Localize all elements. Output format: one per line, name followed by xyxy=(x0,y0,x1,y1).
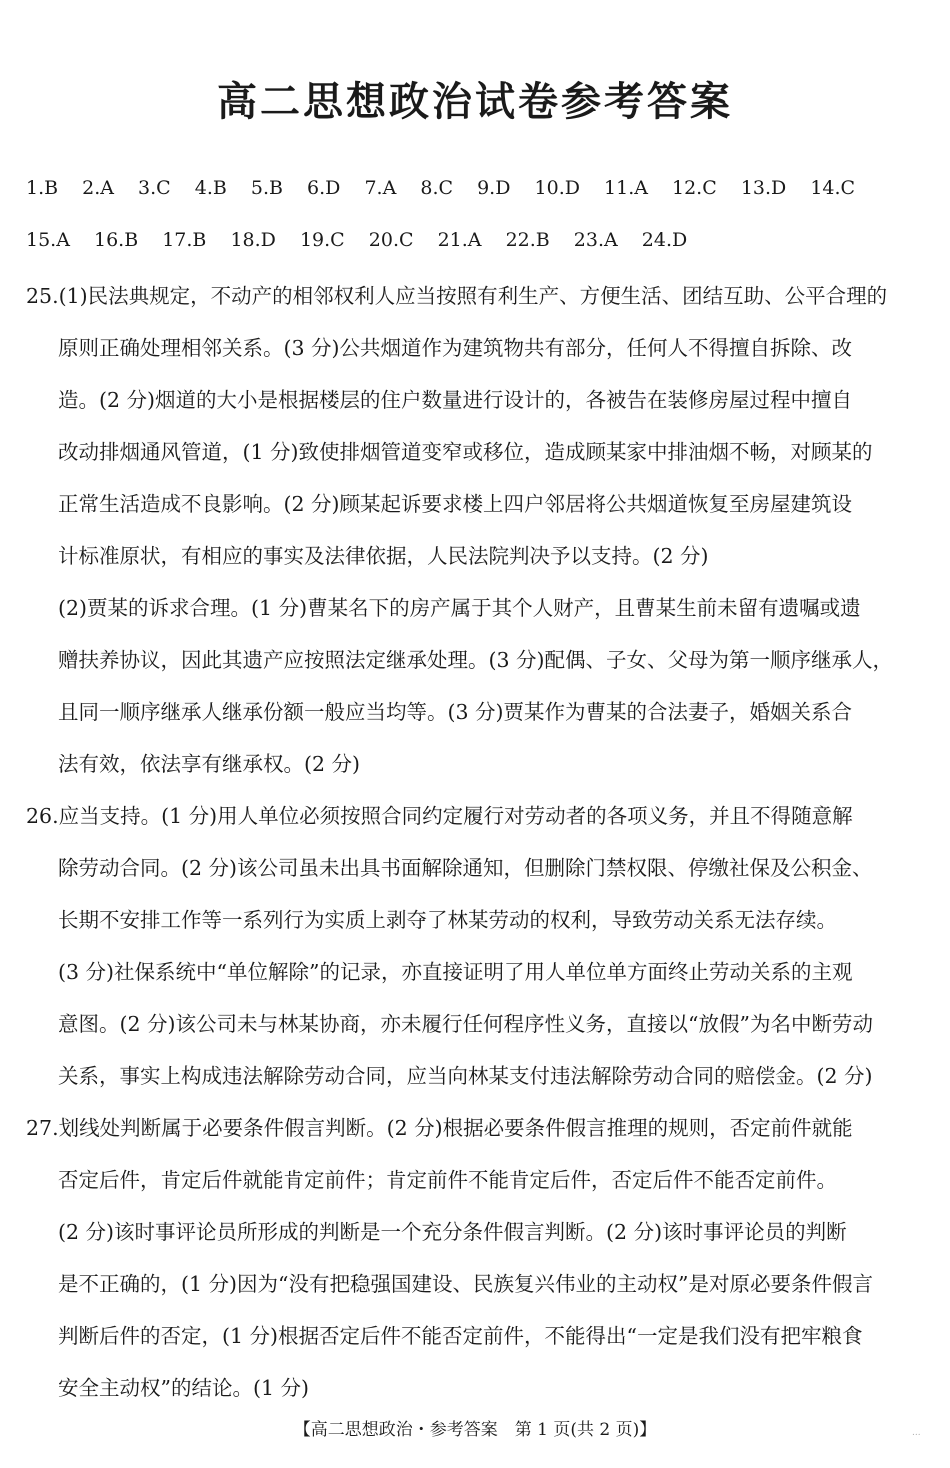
text-line: 改动排烟通风管道，(1 分)致使排烟管道变窄或移位，造成顾某家中排油烟不畅，对顾某的 xyxy=(58,440,873,464)
text-line: 除劳动合同。(2 分)该公司虽未出具书面解除通知，但删除门禁权限、停缴社保及公积金、 xyxy=(58,856,873,880)
answer-item: 13.D xyxy=(740,177,787,199)
answer-item: 7.A xyxy=(364,177,397,199)
answer-item: 15.A xyxy=(26,229,70,251)
answer-item: 8.C xyxy=(420,177,454,199)
answer-item: 16.B xyxy=(93,229,139,251)
answer-item: 3.C xyxy=(138,177,171,199)
answer-item: 6.D xyxy=(307,177,341,199)
text-line: (3 分)社保系统中“单位解除”的记录，亦直接证明了用人单位单方面终止劳动关系的主观 xyxy=(58,960,853,984)
text-line: 25.(1)民法典规定，不动产的相邻权利人应当按照有利生产、方便生活、团结互助、公平合理的 xyxy=(26,284,888,308)
answer-item: 9.D xyxy=(477,177,511,199)
text-line: 意图。(2 分)该公司未与林某协商，亦未履行任何程序性义务，直接以“放假”为名中断劳动 xyxy=(58,1012,874,1036)
answer-item: 11.A xyxy=(604,177,648,199)
answer-item: 19.C xyxy=(299,229,345,251)
text-line: 原则正确处理相邻关系。(3 分)公共烟道作为建筑物共有部分，任何人不得擅自拆除、改 xyxy=(58,336,853,360)
text-line: 长期不安排工作等一系列行为实质上剥夺了林某劳动的权利，导致劳动关系无法存续。 xyxy=(58,908,837,932)
text-line: 计标准原状，有相应的事实及法律依据，人民法院判决予以支持。(2 分) xyxy=(58,544,709,568)
answer-item: 14.C xyxy=(810,177,856,199)
answer-item: 22.B xyxy=(505,229,550,251)
text-line: (2)贾某的诉求合理。(1 分)曹某名下的房产属于其个人财产，且曹某生前未留有遗嘱或遗 xyxy=(58,596,861,620)
text-line: 安全主动权”的结论。(1 分) xyxy=(58,1376,310,1400)
answer-row-1 xyxy=(26,177,873,199)
answer-item: 20.C xyxy=(368,229,414,251)
answer-item: 12.C xyxy=(672,177,717,199)
text-line: 否定后件，肯定后件就能肯定前件；肯定前件不能肯定后件，否定后件不能否定前件。 xyxy=(58,1168,837,1192)
answer-item: 4.B xyxy=(194,177,227,199)
text-line: 27.划线处判断属于必要条件假言判断。(2 分)根据必要条件假言推理的规则，否定前件就能 xyxy=(26,1116,853,1140)
text-line: 法有效，依法享有继承权。(2 分) xyxy=(58,752,361,776)
answer-item: 1.B xyxy=(26,177,59,199)
text-line: 26.应当支持。(1 分)用人单位必须按照合同约定履行对劳动者的各项义务，并且不得随意解 xyxy=(26,804,853,828)
page-footer: 【高二思想政治・参考答案 第 1 页(共 2 页)】 xyxy=(293,1420,657,1440)
answer-item: 2.A xyxy=(82,177,114,199)
answer-item: 10.D xyxy=(534,177,580,199)
text-line: (2 分)该时事评论员所形成的判断是一个充分条件假言判断。(2 分)该时事评论员的判断 xyxy=(58,1220,847,1244)
text-line: 正常生活造成不良影响。(2 分)顾某起诉要求楼上四户邻居将公共烟道恢复至房屋建筑设 xyxy=(58,492,853,516)
text-line: 造。(2 分)烟道的大小是根据楼层的住户数量进行设计的，各被告在装修房屋过程中擅自 xyxy=(58,388,853,412)
text-line: 判断后件的否定，(1 分)根据否定后件不能否定前件，不能得出“一定是我们没有把牢粮食 xyxy=(58,1324,863,1348)
answer-item: 21.A xyxy=(437,229,482,251)
answer-item: 18.D xyxy=(230,229,276,251)
text-line: 是不正确的，(1 分)因为“没有把稳强国建设、民族复兴伟业的主动权”是对原必要条件假言 xyxy=(58,1272,874,1296)
corner-mark: ... xyxy=(912,1428,921,1438)
answer-item: 5.B xyxy=(250,177,283,199)
text-line: 关系，事实上构成违法解除劳动合同，应当向林某支付违法解除劳动合同的赔偿金。(2 分) xyxy=(58,1064,873,1088)
answer-item: 17.B xyxy=(162,229,207,251)
text-line: 赠扶养协议，因此其遗产应按照法定继承处理。(3 分)配偶、子女、父母为第一顺序继承人， xyxy=(58,648,894,672)
page-title: 高二思想政治试卷参考答案 xyxy=(217,79,733,125)
answer-item: 23.A xyxy=(573,229,618,251)
text-line: 且同一顺序继承人继承份额一般应当均等。(3 分)贾某作为曹某的合法妻子，婚姻关系合 xyxy=(58,700,853,724)
answer-row-2 xyxy=(26,229,705,251)
answer-item: 24.D xyxy=(641,229,688,251)
